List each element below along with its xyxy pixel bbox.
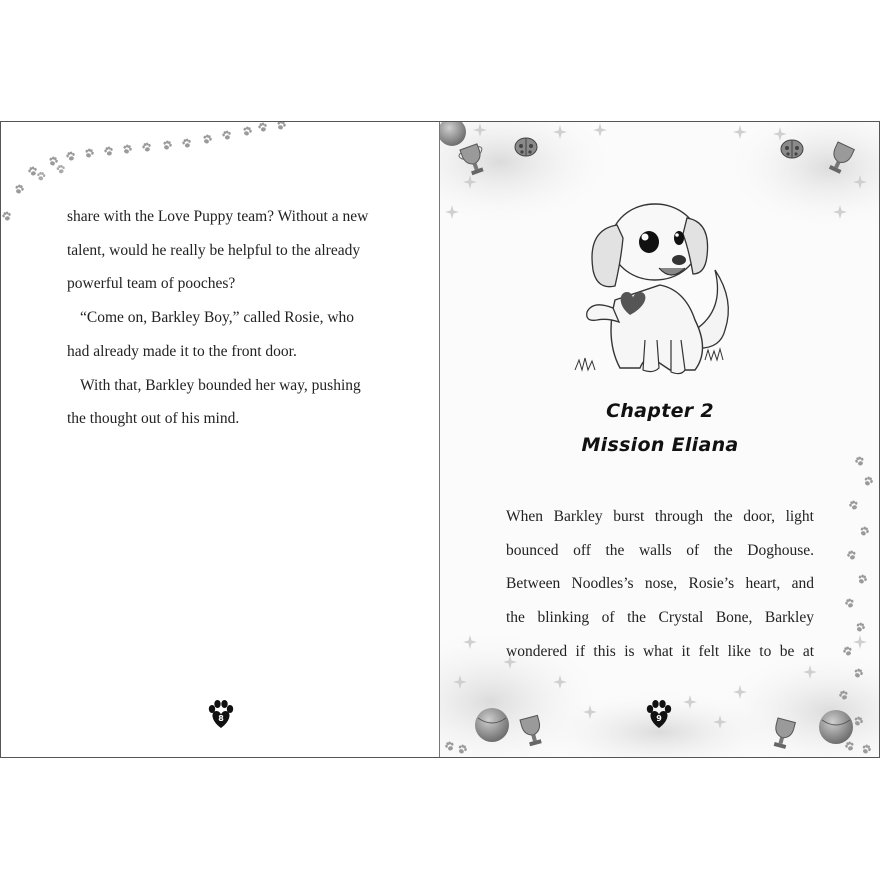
paw-print-icon — [122, 144, 133, 155]
paw-print-icon — [181, 138, 192, 149]
right-page-text — [506, 500, 814, 669]
paw-print-icon — [855, 621, 866, 633]
sparkle-icon — [853, 635, 867, 649]
chapter-number: Chapter 2 — [606, 400, 714, 422]
ball-icon — [475, 708, 509, 742]
paw-print-icon — [1, 211, 12, 222]
paw-print-icon — [848, 500, 859, 511]
text-line: Between Noodles’s nose, Rosie’s heart, and — [506, 575, 814, 593]
text-line: wondered if this is what it felt like to be at — [506, 642, 814, 660]
paw-print-icon — [48, 156, 59, 167]
paw-print-icon — [854, 456, 865, 467]
left-page — [0, 122, 440, 757]
paw-print-icon — [276, 122, 287, 131]
paragraph: With that, Barkley bounded her way, pushing the thought out of his mind. — [67, 376, 361, 428]
left-page-text — [67, 200, 377, 436]
paw-print-icon — [56, 164, 65, 174]
paw-print-icon — [103, 146, 114, 157]
paragraph: “Come on, Barkley Boy,” called Rosie, who had already made it to the front door. — [67, 309, 355, 360]
right-page — [440, 122, 880, 757]
paw-print-icon — [84, 148, 95, 159]
paw-print-icon — [27, 166, 38, 177]
chapter-title: Mission Eliana — [581, 434, 739, 456]
page-number: 9 — [656, 714, 662, 723]
text-line: When Barkley burst through the door, light — [506, 508, 814, 525]
paw-print-icon — [859, 525, 870, 537]
paragraph: share with the Love Puppy team? Without a new talent, would he really be helpful to the already powerful team of pooches? — [67, 208, 369, 293]
ladybug-icon — [781, 140, 803, 158]
puppy-illustration — [575, 204, 728, 374]
paw-print-icon — [242, 126, 253, 137]
paw-print-icon — [257, 122, 268, 133]
ball-icon — [819, 710, 853, 744]
book-spread — [0, 121, 880, 758]
paw-print-icon — [221, 130, 232, 141]
page-number-badge — [206, 700, 236, 730]
text-line: bounced off the walls of the Doghouse. — [506, 541, 814, 559]
text-line: the blinking of the Crystal Bone, Barkley — [506, 609, 814, 627]
paw-print-icon — [141, 142, 152, 153]
paw-print-icon — [857, 573, 868, 585]
page-number-badge — [644, 700, 674, 730]
paw-print-icon — [14, 184, 25, 195]
paw-print-icon — [846, 550, 857, 561]
paw-print-icon — [162, 140, 173, 151]
paw-print-icon — [36, 171, 45, 181]
paw-print-icon — [844, 598, 855, 609]
paw-print-icon — [863, 475, 874, 487]
page-number: 8 — [218, 714, 224, 723]
paw-print-icon — [202, 134, 213, 145]
ladybug-icon — [515, 138, 537, 156]
paw-print-icon — [65, 151, 76, 162]
